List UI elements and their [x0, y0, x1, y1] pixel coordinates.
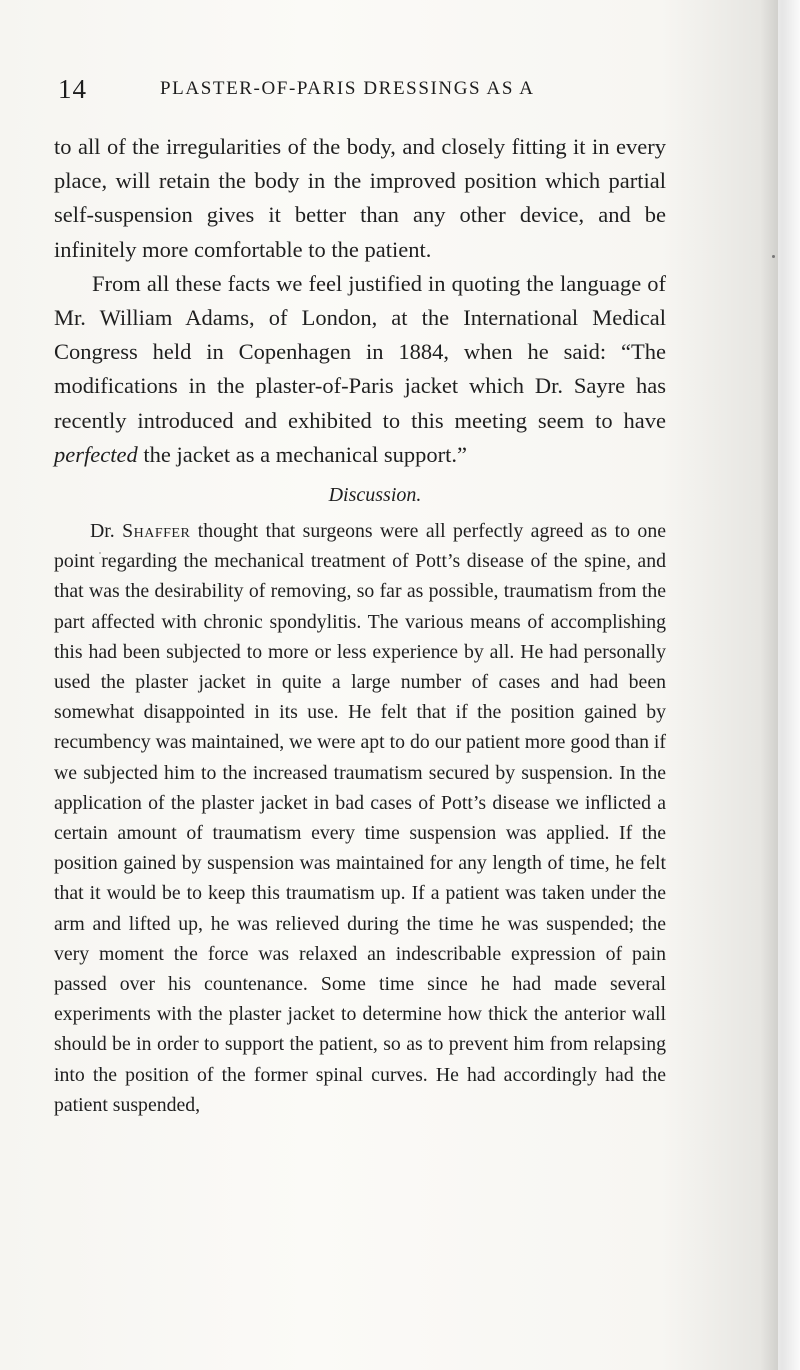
paragraph-text: the jacket as a mechanical support.” — [143, 441, 467, 467]
body-text — [54, 130, 666, 1120]
speaker-name: Shaffer — [122, 520, 191, 543]
speaker-title: Dr. — [90, 520, 115, 543]
running-title: PLASTER-OF-PARIS DRESSINGS AS A — [160, 78, 535, 99]
section-heading: Discussion. — [328, 484, 422, 507]
page-number: 14 — [58, 74, 87, 104]
running-head — [58, 72, 678, 108]
page-edge-shadow — [760, 0, 800, 1370]
paragraph-quotation — [54, 267, 666, 472]
ink-speck — [772, 255, 775, 258]
paragraph-text: From all these facts we feel justified in quoting the language of Mr. William Adams, of London, at the International Medical Congress held in Copenhagen in 1884, when he said: “The modifications in the plaster-of-Paris jacket which Dr. Sayre has recently introduced and exhibited to this meeting seem to have — [54, 270, 666, 433]
paragraph-discussion — [54, 516, 666, 1120]
paragraph-continuation: to all of the irregularities of the body, and closely fitting it in every place, will retain the body in the improved position which partial self-suspension gives it better than any other device, and be infinitely more comfortable to the patient. — [54, 134, 666, 262]
paragraph-text: thought that surgeons were all perfectly agreed as to one point regarding the mechanical treatment of Pott’s disease of the spine, and that was the desirability of removing, so far as possible, traumatism from the part affected with chronic spondylitis. The various means of accomplishing this had been subjected to more or less experience by all. He had personally used the plaster jacket in quite a large number of cases and had been somewhat disappointed in its use. He felt that if the position gained by recumbency was maintained, we were apt to do our patient more good than if we subjected him to the increased traumatism secured by suspension. In the application of the plaster jacket in bad cases of Pott’s disease we inflicted a certain amount of traumatism every time suspension was applied. If the position gained by suspension was maintained for any length of time, he felt that it would be to keep this traumatism up. If a patient was taken under the arm and lifted up, he was relieved during the time he was suspended; the very moment the force was relaxed an indescribable expression of pain passed over his countenance. Some time since he had made several experiments with the plaster jacket to determine how thick the anterior wall should be in order to support the patient, so as to prevent him from relapsing into the position of the former spinal curves. He had accordingly had the patient suspended, — [54, 520, 666, 1116]
emphasis-word: perfected — [54, 441, 138, 467]
